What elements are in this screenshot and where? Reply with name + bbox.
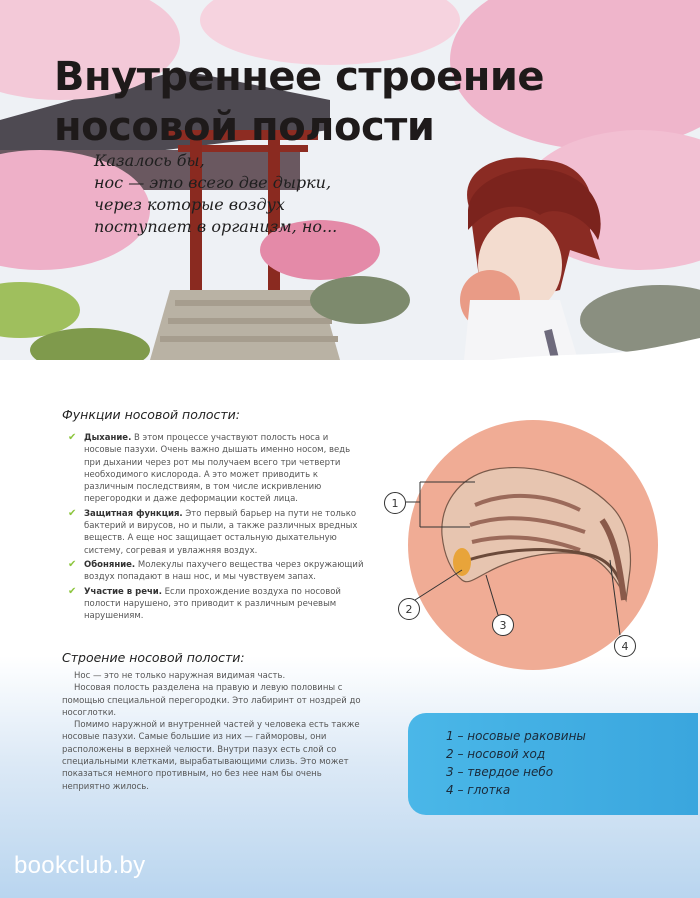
list-item: [68, 432, 368, 506]
item-text: Если прохождение воздуха по носовой полости нарушено, это приводит к различным речевым нарушениям.: [84, 586, 341, 622]
legend-item: 1 – носовые раковины: [446, 729, 586, 743]
diagram-legend: [408, 713, 698, 815]
checkmark-icon: ✔: [68, 585, 77, 597]
item-text: В этом процессе участвуют полость носа и носовые пазухи. Очень важно дышать именно носом, ведь при дыхании через рот мы получаем всего три четверти необходимого кислорода. А это может приводить к различным последствиям, в том числе искривлению перегородки и даже деформации костей лица.: [84, 433, 351, 505]
site-watermark: bookclub.by: [14, 852, 146, 879]
list-item: [68, 508, 368, 557]
legend-item: 4 – глотка: [446, 783, 511, 797]
intro-line: Казалось бы,: [94, 151, 205, 170]
paragraph: Помимо наружной и внутренней частей у человека есть также носовые пазухи. Самые большие из них — гайморовы, они расположены в верхней челюсти. Внутри пазух есть слой со специальными клетками, вырабатывающими слизь. Это может показаться немного противным, но без нее нам бы очень неприятно жилось.: [62, 720, 360, 792]
structure-text: [62, 670, 368, 793]
intro-line: нос — это всего две дырки,: [94, 173, 332, 192]
functions-heading: Функции носовой полости:: [62, 407, 241, 422]
paragraph: Носовая полость разделена на правую и левую половины с помощью специальной перегородки. Это лабиринт от ноздрей до носоглотки.: [62, 683, 361, 718]
checkmark-icon: ✔: [68, 507, 77, 519]
list-item: [68, 559, 368, 584]
intro-line: через которые воздух: [94, 195, 285, 214]
title-line: носовой полости: [54, 104, 435, 150]
callout-3: 3: [492, 614, 514, 636]
list-item: [68, 586, 368, 623]
intro-text: [94, 150, 337, 238]
legend-item: 3 – твердое небо: [446, 765, 554, 779]
callout-4: 4: [614, 635, 636, 657]
paragraph: Нос — это не только наружная видимая часть.: [74, 671, 286, 681]
intro-line: поступает в организм, но...: [94, 217, 338, 236]
legend-item: 2 – носовой ход: [446, 747, 546, 761]
callout-1: 1: [384, 492, 406, 514]
item-term: Защитная функция.: [84, 508, 183, 519]
checkmark-icon: ✔: [68, 558, 77, 570]
item-text: Это первый барьер на пути не только бактерий и вирусов, но и пыли, а также различных вредных веществ. А еще нос защищает остальную дыхательную систему, согревая и увлажняя воздух.: [84, 508, 358, 556]
title-line: Внутреннее строение: [54, 54, 545, 100]
page-title: [54, 52, 544, 152]
item-term: Участие в речи.: [84, 586, 162, 597]
nasal-cavity-diagram: [380, 410, 670, 670]
item-term: Обоняние.: [84, 559, 136, 570]
checkmark-icon: ✔: [68, 432, 77, 443]
nasal-cavity-illustration: [380, 410, 670, 670]
callout-2: 2: [398, 598, 420, 620]
functions-list: [68, 432, 368, 624]
structure-heading: Строение носовой полости:: [62, 650, 245, 665]
item-term: Дыхание.: [84, 433, 132, 443]
item-text: Молекулы пахучего вещества через окружающий воздух попадают в наш нос, и мы чувствуем запах.: [84, 559, 364, 583]
